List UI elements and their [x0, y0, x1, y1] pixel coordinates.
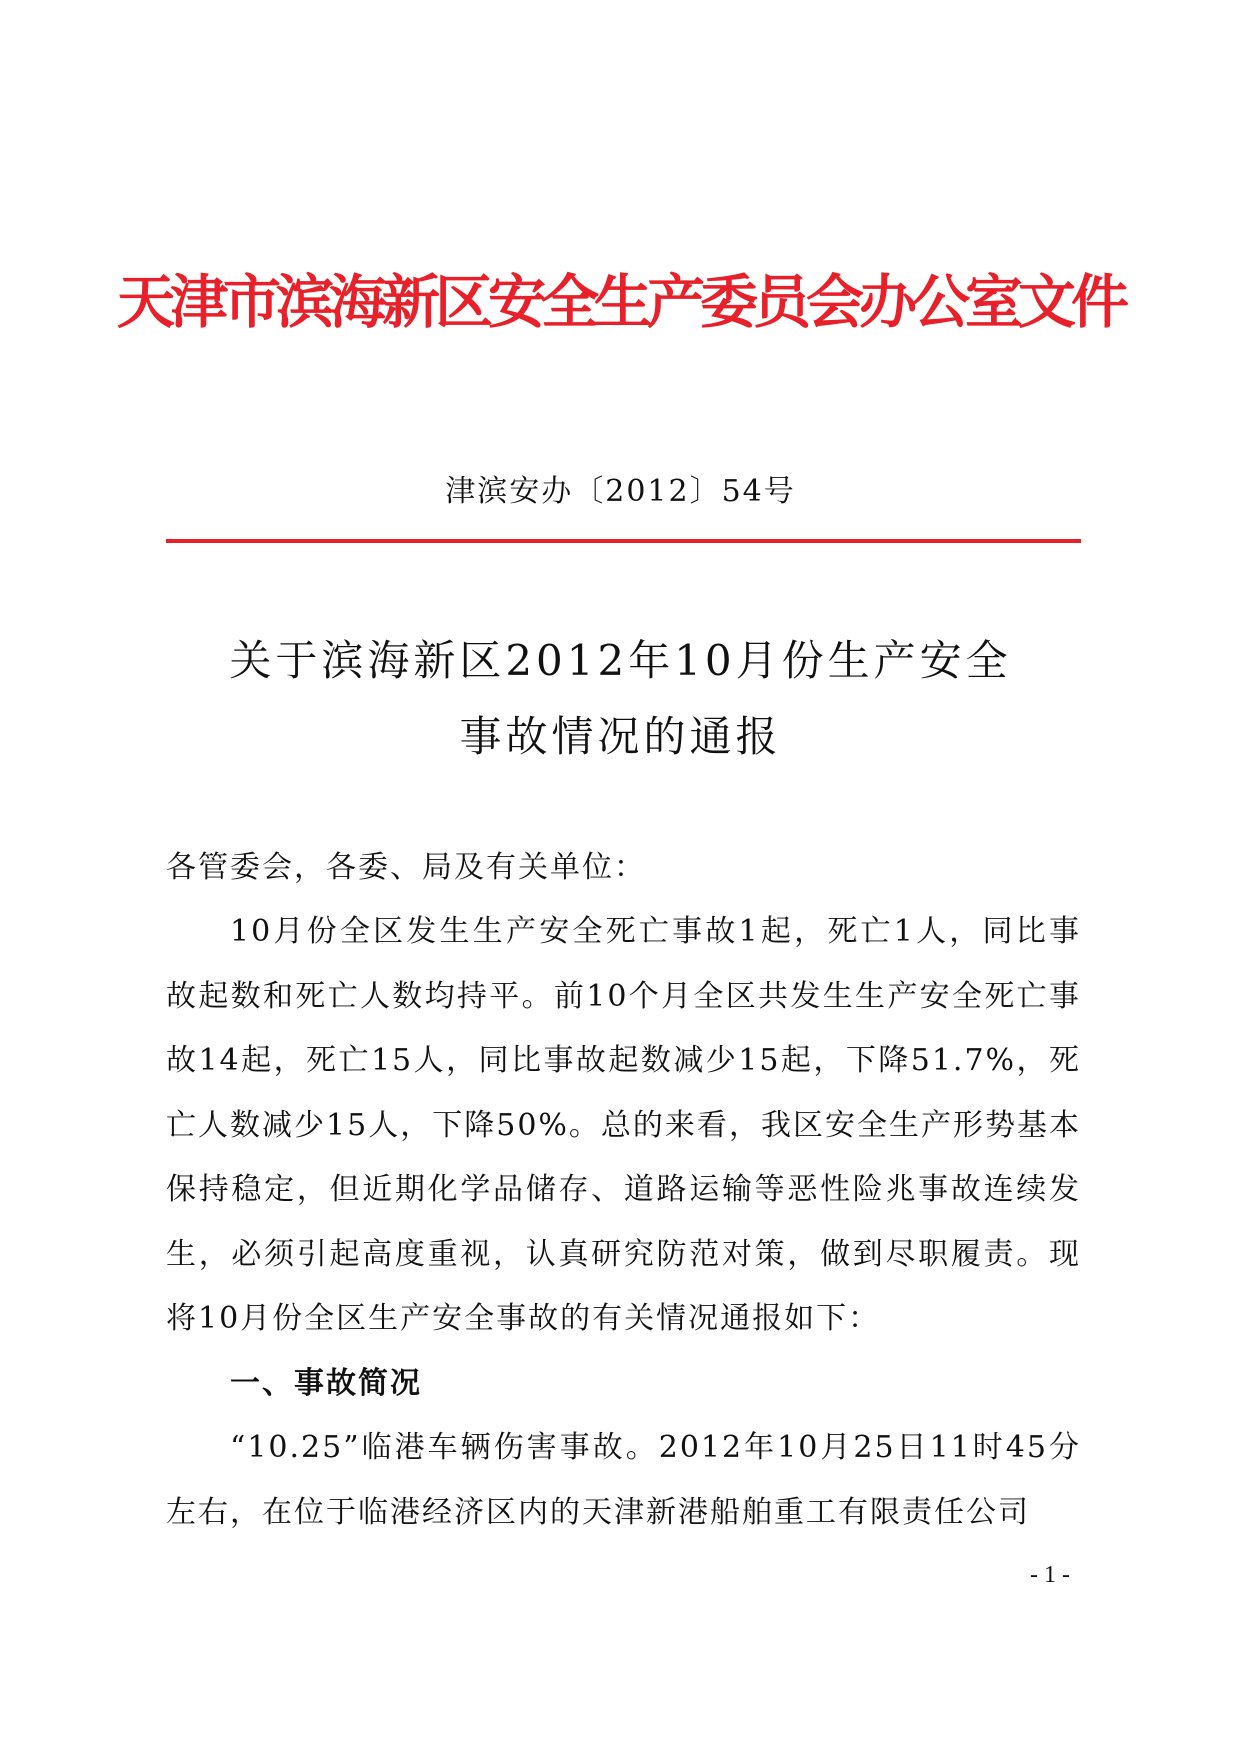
summary-paragraph: 10月份全区发生生产安全死亡事故1起，死亡1人，同比事故起数和死亡人数均持平。前10个月全区共发生生产安全死亡事故14起，死亡15人，同比事故起数减少15起，下降51.7%，死亡人数减少15人，下降50%。总的来看，我区安全生产形势基本保持稳定，但近期化学品储存、道路运输等恶性险兆事故连续发生，必须引起高度重视，认真研究防范对策，做到尽职履责。现将10月份全区生产安全事故的有关情况通报如下： — [166, 914, 1081, 1336]
subject-title-line-1: 关于滨海新区2012年10月份生产安全 — [229, 636, 1012, 685]
document-body — [166, 836, 1081, 1545]
section-heading-accident-overview: 一、事故简况 — [230, 1365, 422, 1401]
document-number: 津滨安办〔2012〕54号 — [445, 474, 796, 509]
document-subject-title — [0, 623, 1241, 775]
salutation: 各管委会，各委、局及有关单位： — [166, 850, 646, 885]
subject-title-line-2: 事故情况的通报 — [459, 712, 782, 761]
issuing-office-header: 天津市滨海新区安全生产委员会办公室文件 — [116, 268, 1124, 336]
accident-detail-paragraph: “10.25”临港车辆伤害事故。2012年10月25日11时45分左右，在位于临港经济区内的天津新港船舶重工有限责任公司 — [166, 1430, 1081, 1530]
page-number: - 1 - — [1030, 1562, 1070, 1588]
red-separator-line — [166, 539, 1081, 543]
